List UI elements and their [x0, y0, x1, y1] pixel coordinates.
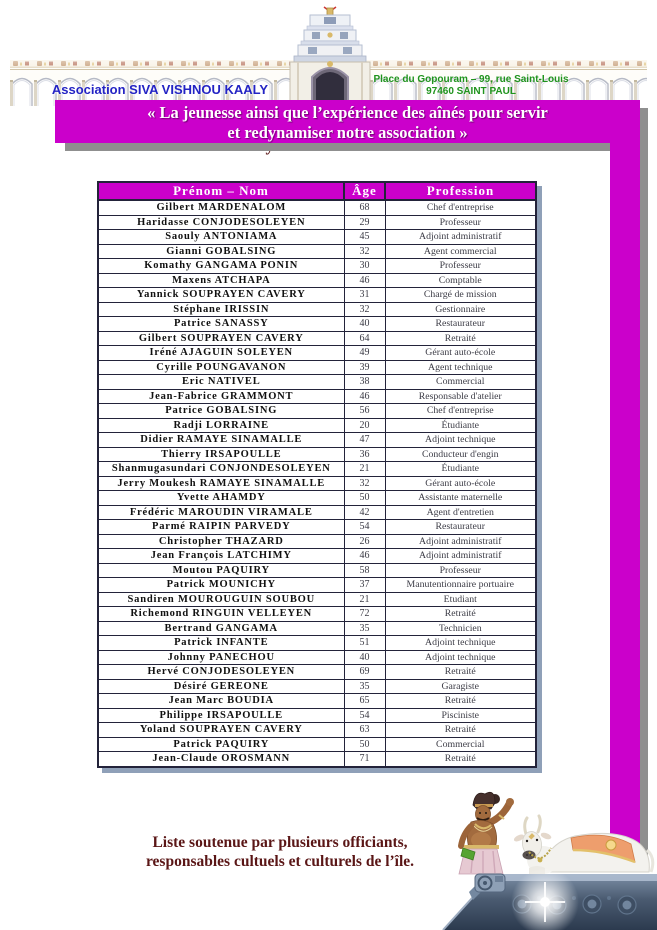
cell-age: 31 — [344, 288, 385, 303]
cell-age: 42 — [344, 505, 385, 520]
table-row — [98, 491, 536, 506]
cell-profession: Gérant auto-école — [385, 346, 536, 361]
cell-profession: Adjoint technique — [385, 636, 536, 651]
cell-age: 56 — [344, 404, 385, 419]
cell-name: Saouly ANTONIAMA — [98, 230, 344, 245]
cell-age: 36 — [344, 447, 385, 462]
cell-profession: Technicien — [385, 621, 536, 636]
cell-name: Philippe IRSAPOULLE — [98, 708, 344, 723]
association-address — [360, 74, 582, 97]
cell-profession: Responsable d'atelier — [385, 389, 536, 404]
cell-profession: Adjoint administratif — [385, 534, 536, 549]
quote-line-1: « La jeunesse ainsi que l’expérience des aînés pour servir — [147, 103, 548, 122]
cell-age: 40 — [344, 317, 385, 332]
cell-name: Patrick PAQUIRY — [98, 737, 344, 752]
cell-age: 32 — [344, 302, 385, 317]
cell-profession: Retraité — [385, 752, 536, 767]
table-row — [98, 752, 536, 767]
cell-age: 35 — [344, 679, 385, 694]
table-row — [98, 462, 536, 477]
cell-name: Yoland SOUPRAYEN CAVERY — [98, 723, 344, 738]
cell-name: Désiré GEREONE — [98, 679, 344, 694]
magenta-side-bar — [610, 100, 640, 857]
cell-name: Jean-Claude OROSMANN — [98, 752, 344, 767]
cell-age: 64 — [344, 331, 385, 346]
column-header-profession: Profession — [385, 182, 536, 200]
cell-age: 68 — [344, 200, 385, 215]
table-row — [98, 563, 536, 578]
table-row — [98, 215, 536, 230]
quote-line-2: et redynamiser notre association » — [227, 122, 468, 142]
cell-profession: Adjoint administratif — [385, 230, 536, 245]
cell-name: Hervé CONJODESOLEYEN — [98, 665, 344, 680]
cell-age: 21 — [344, 462, 385, 477]
cell-age: 63 — [344, 723, 385, 738]
cell-profession: Retraité — [385, 694, 536, 709]
cell-profession: Professeur — [385, 563, 536, 578]
address-line-1: Place du Gopouram – 99, rue Saint-Louis — [373, 74, 569, 85]
cell-profession: Retraité — [385, 607, 536, 622]
cell-profession: Comptable — [385, 273, 536, 288]
quote-banner — [55, 100, 640, 143]
cell-age: 49 — [344, 346, 385, 361]
cell-name: Cyrille POUNGAVANON — [98, 360, 344, 375]
cell-age: 32 — [344, 244, 385, 259]
cell-name: Stéphane IRISSIN — [98, 302, 344, 317]
cell-age: 46 — [344, 389, 385, 404]
table-row — [98, 404, 536, 419]
cell-age: 54 — [344, 520, 385, 535]
cell-name: Radji LORRAINE — [98, 418, 344, 433]
table-row — [98, 476, 536, 491]
column-header-age: Âge — [344, 182, 385, 200]
cell-name: Patrick MOUNICHY — [98, 578, 344, 593]
cell-name: Gilbert SOUPRAYEN CAVERY — [98, 331, 344, 346]
table-row — [98, 259, 536, 274]
cell-profession: Gérant auto-école — [385, 476, 536, 491]
cell-profession: Étudiante — [385, 462, 536, 477]
guardian-nandi-statue-image — [425, 788, 657, 930]
table-row — [98, 360, 536, 375]
cell-name: Shanmugasundari CONJONDESOLEYEN — [98, 462, 344, 477]
table-row — [98, 230, 536, 245]
cell-age: 20 — [344, 418, 385, 433]
table-row — [98, 650, 536, 665]
cell-age: 46 — [344, 549, 385, 564]
cell-name: Yvette AHAMDY — [98, 491, 344, 506]
table-row — [98, 665, 536, 680]
association-name: Association SIVA VISHNOU KAALY — [51, 82, 269, 97]
table-row — [98, 592, 536, 607]
cell-name: Johnny PANECHOU — [98, 650, 344, 665]
cell-age: 39 — [344, 360, 385, 375]
cell-profession: Conducteur d'engin — [385, 447, 536, 462]
table-row — [98, 679, 536, 694]
table-row — [98, 418, 536, 433]
cell-age: 72 — [344, 607, 385, 622]
cell-name: Didier RAMAYE SINAMALLE — [98, 433, 344, 448]
cell-name: Patrick INFANTE — [98, 636, 344, 651]
cell-profession: Agent technique — [385, 360, 536, 375]
members-table — [97, 181, 537, 768]
cell-profession: Restaurateur — [385, 520, 536, 535]
table-row — [98, 607, 536, 622]
cell-profession: Gestionnaire — [385, 302, 536, 317]
table-row — [98, 346, 536, 361]
cell-name: Gianni GOBALSING — [98, 244, 344, 259]
cell-age: 21 — [344, 592, 385, 607]
cell-name: Frédéric MAROUDIN VIRAMALE — [98, 505, 344, 520]
table-row — [98, 694, 536, 709]
table-row — [98, 433, 536, 448]
cell-profession: Retraité — [385, 331, 536, 346]
cell-profession: Agent d'entretien — [385, 505, 536, 520]
table-row — [98, 723, 536, 738]
cell-profession: Manutentionnaire portuaire — [385, 578, 536, 593]
cell-name: Richemond RINGUIN VELLEYEN — [98, 607, 344, 622]
table-row — [98, 317, 536, 332]
table-row — [98, 549, 536, 564]
cell-name: Yannick SOUPRAYEN CAVERY — [98, 288, 344, 303]
cell-profession: Chef d'entreprise — [385, 404, 536, 419]
cell-name: Sandiren MOUROUGUIN SOUBOU — [98, 592, 344, 607]
table-row — [98, 375, 536, 390]
cell-name: Jean-Fabrice GRAMMONT — [98, 389, 344, 404]
cell-age: 45 — [344, 230, 385, 245]
cell-profession: Garagiste — [385, 679, 536, 694]
cell-profession: Assistante maternelle — [385, 491, 536, 506]
cell-profession: Chargé de mission — [385, 288, 536, 303]
cell-profession: Étudiante — [385, 418, 536, 433]
cell-name: Jean François LATCHIMY — [98, 549, 344, 564]
cell-profession: Chef d'entreprise — [385, 200, 536, 215]
table-row — [98, 302, 536, 317]
cell-profession: Pisciniste — [385, 708, 536, 723]
table-row — [98, 200, 536, 215]
cell-name: Bertrand GANGAMA — [98, 621, 344, 636]
column-header-name: Prénom – Nom — [98, 182, 344, 200]
footer-line-1: Liste soutenue par plusieurs officiants, — [152, 834, 408, 851]
address-line-2: 97460 SAINT PAUL — [426, 85, 516, 97]
cell-name: Iréné AJAGUIN SOLEYEN — [98, 346, 344, 361]
cell-name: Jerry Moukesh RAMAYE SINAMALLE — [98, 476, 344, 491]
cell-name: Christopher THAZARD — [98, 534, 344, 549]
cell-name: Jean Marc BOUDIA — [98, 694, 344, 709]
cell-profession: Commercial — [385, 737, 536, 752]
cell-age: 29 — [344, 215, 385, 230]
cell-age: 69 — [344, 665, 385, 680]
cell-age: 35 — [344, 621, 385, 636]
cell-age: 37 — [344, 578, 385, 593]
table-row — [98, 520, 536, 535]
cell-name: Komathy GANGAMA PONIN — [98, 259, 344, 274]
table-row — [98, 578, 536, 593]
cell-profession: Professeur — [385, 259, 536, 274]
table-row — [98, 534, 536, 549]
table-row — [98, 505, 536, 520]
cell-profession: Retraité — [385, 723, 536, 738]
cell-profession: Adjoint technique — [385, 650, 536, 665]
cell-name: Patrice SANASSY — [98, 317, 344, 332]
table-row — [98, 244, 536, 259]
table-row — [98, 621, 536, 636]
cell-age: 58 — [344, 563, 385, 578]
cell-profession: Commercial — [385, 375, 536, 390]
cell-profession: Etudiant — [385, 592, 536, 607]
cell-profession: Adjoint administratif — [385, 549, 536, 564]
cell-name: Moutou PAQUIRY — [98, 563, 344, 578]
cell-age: 71 — [344, 752, 385, 767]
nandi-cow-figure — [513, 816, 653, 874]
cell-profession: Retraité — [385, 665, 536, 680]
cell-age: 30 — [344, 259, 385, 274]
cell-name: Maxens ATCHAPA — [98, 273, 344, 288]
table-row — [98, 288, 536, 303]
cell-age: 51 — [344, 636, 385, 651]
cell-age: 50 — [344, 491, 385, 506]
table-header-row — [98, 182, 536, 200]
table-row — [98, 389, 536, 404]
cell-age: 46 — [344, 273, 385, 288]
table-row — [98, 331, 536, 346]
cell-profession: Restaurateur — [385, 317, 536, 332]
cell-age: 65 — [344, 694, 385, 709]
cell-name: Eric NATIVEL — [98, 375, 344, 390]
cell-name: Haridasse CONJODESOLEYEN — [98, 215, 344, 230]
cell-age: 54 — [344, 708, 385, 723]
cell-age: 47 — [344, 433, 385, 448]
table-row — [98, 636, 536, 651]
guardian-figure — [459, 792, 514, 874]
cell-name: Patrice GOBALSING — [98, 404, 344, 419]
cell-age: 38 — [344, 375, 385, 390]
cell-name: Thierry IRSAPOULLE — [98, 447, 344, 462]
footer-line-2: responsables cultuels et culturels de l’île. — [145, 853, 415, 870]
table-row — [98, 447, 536, 462]
cell-name: Parmé RAIPIN PARVEDY — [98, 520, 344, 535]
cell-age: 32 — [344, 476, 385, 491]
cell-age: 26 — [344, 534, 385, 549]
cell-profession: Agent commercial — [385, 244, 536, 259]
footer-note — [100, 833, 460, 871]
table-row — [98, 273, 536, 288]
table-row — [98, 708, 536, 723]
cell-profession: Adjoint technique — [385, 433, 536, 448]
cell-profession: Professeur — [385, 215, 536, 230]
cell-name: Gilbert MARDENALOM — [98, 200, 344, 215]
cell-age: 40 — [344, 650, 385, 665]
cell-age: 50 — [344, 737, 385, 752]
table-row — [98, 737, 536, 752]
